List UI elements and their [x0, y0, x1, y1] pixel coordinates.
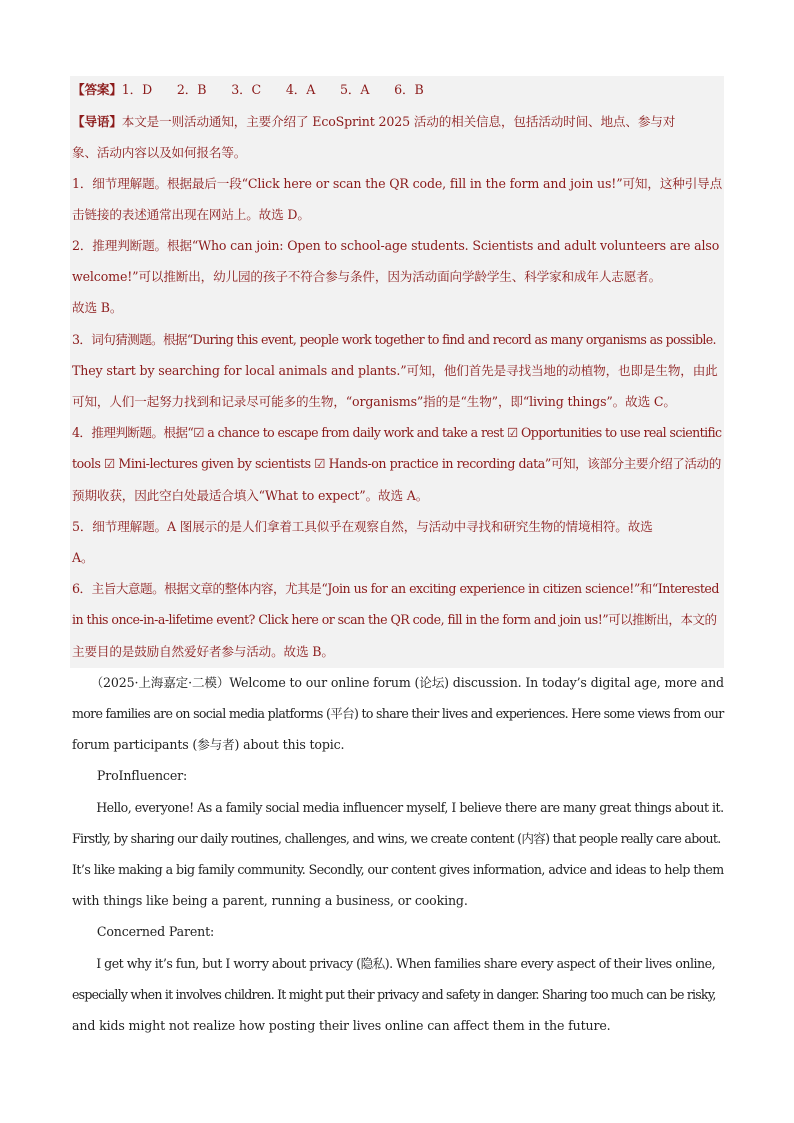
explanation-line: 可知，人们一起努力找到和记录尽可能多的生物，“organisms”指的是“生物”，即“living things”。故选 C。: [72, 394, 676, 409]
explanation-line: 1．细节理解题。根据最后一段“Click here or scan the QR code, fill in the form and join us!”可知，这种引导点: [72, 176, 723, 191]
answer-line: [72, 81, 424, 99]
passage-line: （2025·上海嘉定·二模）Welcome to our online forum (论坛) discussion. In today’s digital age, more and: [72, 675, 724, 690]
explanation-line: A。: [72, 550, 94, 565]
passage-line: especially when it involves children. It might put their privacy and safety in danger. Sharing too much can be risky,: [72, 987, 716, 1002]
explanation-line: in this once-in-a-lifetime event? Click here or scan the QR code, fill in the form and join us!”可以推断出，本文的: [72, 612, 717, 627]
explanation-line: 2．推理判断题。根据“Who can join: Open to school-age students. Scientists and adult volunteers are also: [72, 238, 720, 253]
explanation-line: They start by searching for local animals and plants.”可知，他们首先是寻找当地的动植物，也即是生物，由此: [72, 363, 718, 378]
guide-line-2: 象、活动内容以及如何报名等。: [72, 145, 247, 160]
explanation-line: tools ☑ Mini-lectures given by scientists ☑ Hands-on practice in recording data”可知，该部分主要介绍了活动的: [72, 456, 721, 471]
passage-line: and kids might not realize how posting their lives online can affect them in the future.: [72, 1018, 611, 1033]
passage-line: It’s like making a big family community. Secondly, our content gives information, advice and ideas to help them: [72, 862, 724, 877]
passage-line: I get why it’s fun, but I worry about privacy (隐私). When families share every aspect of their lives online,: [72, 956, 716, 971]
answer-tag: 【答案】: [72, 82, 122, 97]
explanation-line: 故选 B。: [72, 300, 123, 315]
guide-tag: 【导语】: [72, 114, 122, 129]
passage-line: more families are on social media platforms (平台) to share their lives and experiences. Here some views from our: [72, 706, 724, 721]
answer-list: 1．D 2．B 3．C 4．A 5．A 6．B: [121, 82, 424, 97]
passage-line: Hello, everyone! As a family social media influencer myself, I believe there are many great things about it.: [72, 800, 724, 815]
passage-line: Firstly, by sharing our daily routines, challenges, and wins, we create content (内容) that people really care about.: [72, 831, 721, 846]
guide-line-1: 【导语】本文是一则活动通知，主要介绍了 EcoSprint 2025 活动的相关信息，包括活动时间、地点、参与对: [72, 114, 676, 129]
explanation-line: 预期收获，因此空白处最适合填入“What to expect”。故选 A。: [72, 488, 429, 503]
passage-line: forum participants (参与者) about this topic.: [72, 737, 345, 752]
explanation-line: 主要目的是鼓励自然爱好者参与活动。故选 B。: [72, 644, 334, 659]
forum-speaker-concerned-parent: Concerned Parent:: [72, 924, 215, 939]
explanation-line: welcome!”可以推断出，幼儿园的孩子不符合参与条件，因为活动面向学龄学生、科学家和成年人志愿者。: [72, 269, 662, 284]
explanation-line: 5．细节理解题。A 图展示的是人们拿着工具似乎在观察自然，与活动中寻找和研究生物的情境相符。故选: [72, 519, 653, 534]
passage-line: with things like being a parent, running a business, or cooking.: [72, 893, 468, 908]
forum-speaker-proinfluencer: ProInfluencer:: [72, 768, 188, 783]
explanation-line: 4．推理判断题。根据“☑ a chance to escape from daily work and take a rest ☑ Opportunities to use real scientific: [72, 425, 722, 440]
explanation-line: 6．主旨大意题。根据文章的整体内容，尤其是“Join us for an exciting experience in citizen science!”和“Interested: [72, 581, 719, 596]
explanation-line: 3．词句猜测题。根据“During this event, people work together to find and record as many organisms as possible.: [72, 332, 716, 347]
explanation-line: 击链接的表述通常出现在网站上。故选 D。: [72, 207, 310, 222]
